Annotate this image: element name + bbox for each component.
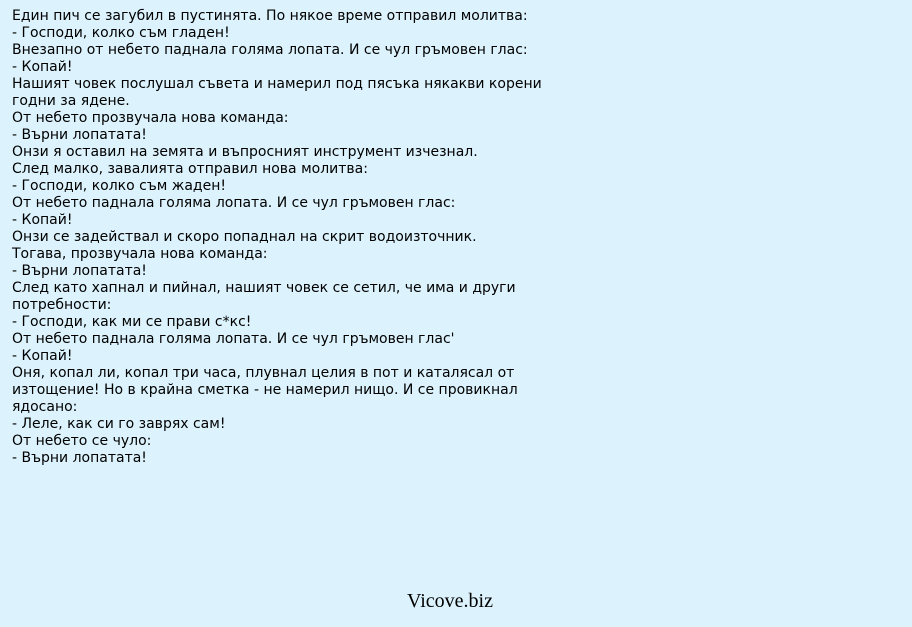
text-line: Онзи я оставил на земята и въпросният инструмент изчезнал. (12, 144, 478, 160)
text-line: Оня, копал ли, копал три часа, плувнал целия в пот и каталясал от (12, 365, 515, 381)
text-line: годни за ядене. (12, 93, 130, 109)
text-line: От небето се чуло: (12, 433, 152, 449)
text-line: От небето паднала голяма лопата. И се чул гръмовен глас: (12, 195, 456, 211)
text-line: - Копай! (12, 348, 73, 364)
text-line: - Върни лопатата! (12, 127, 147, 143)
text-line: От небето прозвучала нова команда: (12, 110, 289, 126)
text-line: ядосано: (12, 399, 78, 415)
text-line: От небето паднала голяма лопата. И се чул гръмовен глас' (12, 331, 455, 347)
text-line: изтощение! Но в крайна сметка - не намерил нищо. И се провикнал (12, 382, 518, 398)
text-line: Нашият човек послушал съвета и намерил под пясъка някакви корени (12, 76, 542, 92)
text-line: - Върни лопатата! (12, 450, 147, 466)
text-line: - Господи, колко съм жаден! (12, 178, 226, 194)
joke-text (12, 8, 572, 467)
text-line: - Господи, колко съм гладен! (12, 25, 230, 41)
text-line: Онзи се задействал и скоро попаднал на скрит водоизточник. (12, 229, 477, 245)
text-line: - Копай! (12, 212, 73, 228)
text-line: След малко, завалията отправил нова молитва: (12, 161, 368, 177)
text-line: Тогава, прозвучала нова команда: (12, 246, 268, 262)
text-line: - Господи, как ми се прави с*кс! (12, 314, 252, 330)
text-line: Внезапно от небето паднала голяма лопата. И се чул гръмовен глас: (12, 42, 528, 58)
text-line: потребности: (12, 297, 112, 313)
text-line: Един пич се загубил в пустинята. По някое време отправил молитва: (12, 8, 528, 24)
site-watermark: Vicove.biz (407, 590, 493, 612)
text-line: - Върни лопатата! (12, 263, 147, 279)
text-line: - Леле, как си го заврях сам! (12, 416, 226, 432)
text-line: - Копай! (12, 59, 73, 75)
text-line: След като хапнал и пийнал, нашият човек се сетил, че има и други (12, 280, 516, 296)
